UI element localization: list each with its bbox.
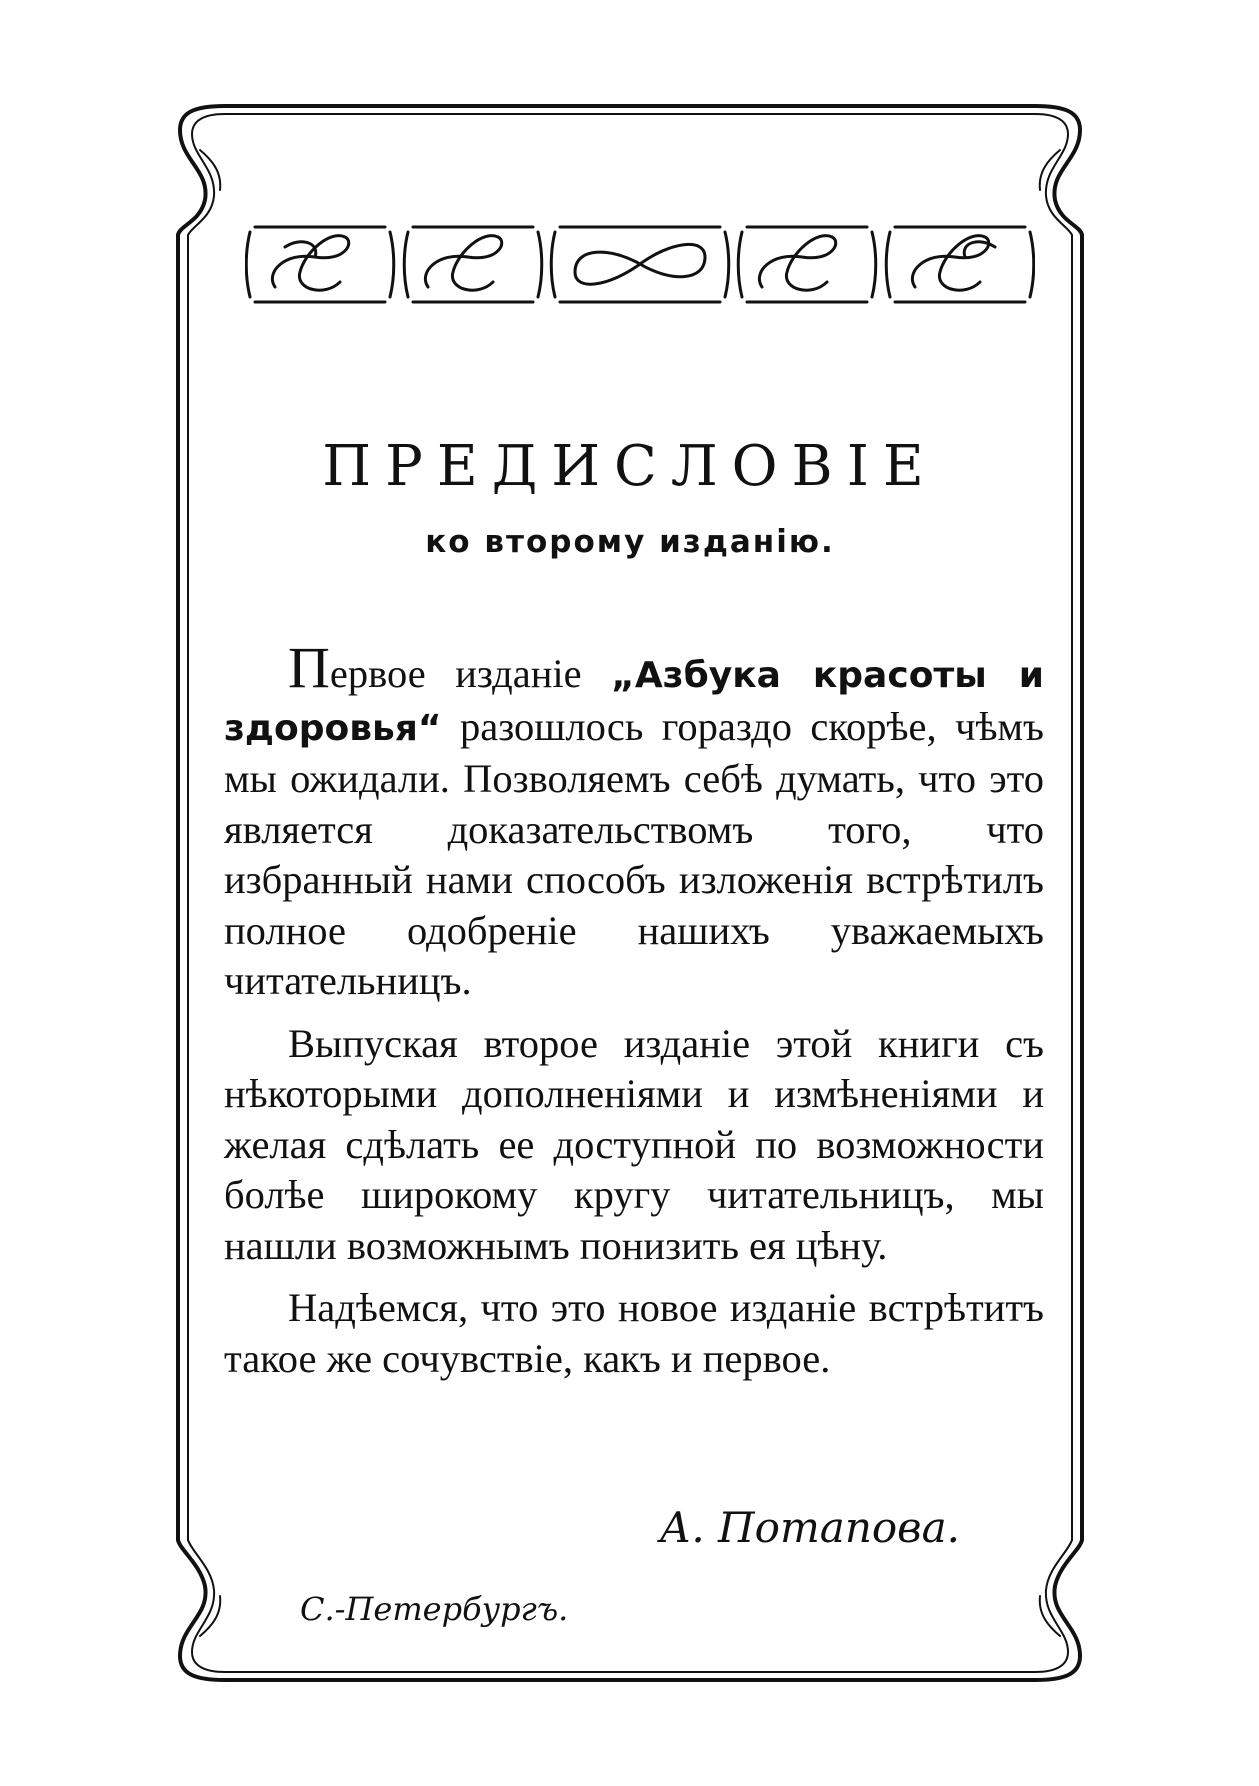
preface-body [224, 635, 1044, 1396]
author-signature: А. Потапова. [659, 1503, 960, 1552]
paragraph-1-start: ервое изданіе [329, 651, 612, 696]
interlaced-ornament-icon [245, 212, 1035, 317]
paragraph-1 [224, 635, 1044, 1007]
book-title: „Азбука красоты и здоровья“ [224, 655, 1044, 749]
paragraph-3: Надѣемся, что это новое изданіе встрѣтитъ такое же сочувствіе, какъ и первое. [224, 1285, 1044, 1381]
paragraph-2: Выпуская второе изданіе этой книги съ нѣкоторыми дополненіями и измѣненіями и желая сдѣлать ее доступной по возможности болѣе широкому кругу читательницъ, мы нашли возможнымъ понизить ея цѣну. [224, 1020, 1044, 1268]
page-subtitle: ко второму изданію. [425, 524, 835, 560]
paragraph-1-rest: разошлось гораздо скорѣе, чѣмъ мы ожидали. Позволяемъ себѣ думать, что это является доказательствомъ того, что избранный нами способъ изложенія встрѣтилъ полное одобреніе нашихъ уважаемыхъ читательницъ. [224, 703, 1044, 1003]
dropcap-letter: П [288, 635, 330, 700]
place-of-publication: С.-Петербургъ. [300, 1590, 569, 1628]
page-title: ПРЕДИСЛОВІЕ [322, 434, 938, 499]
